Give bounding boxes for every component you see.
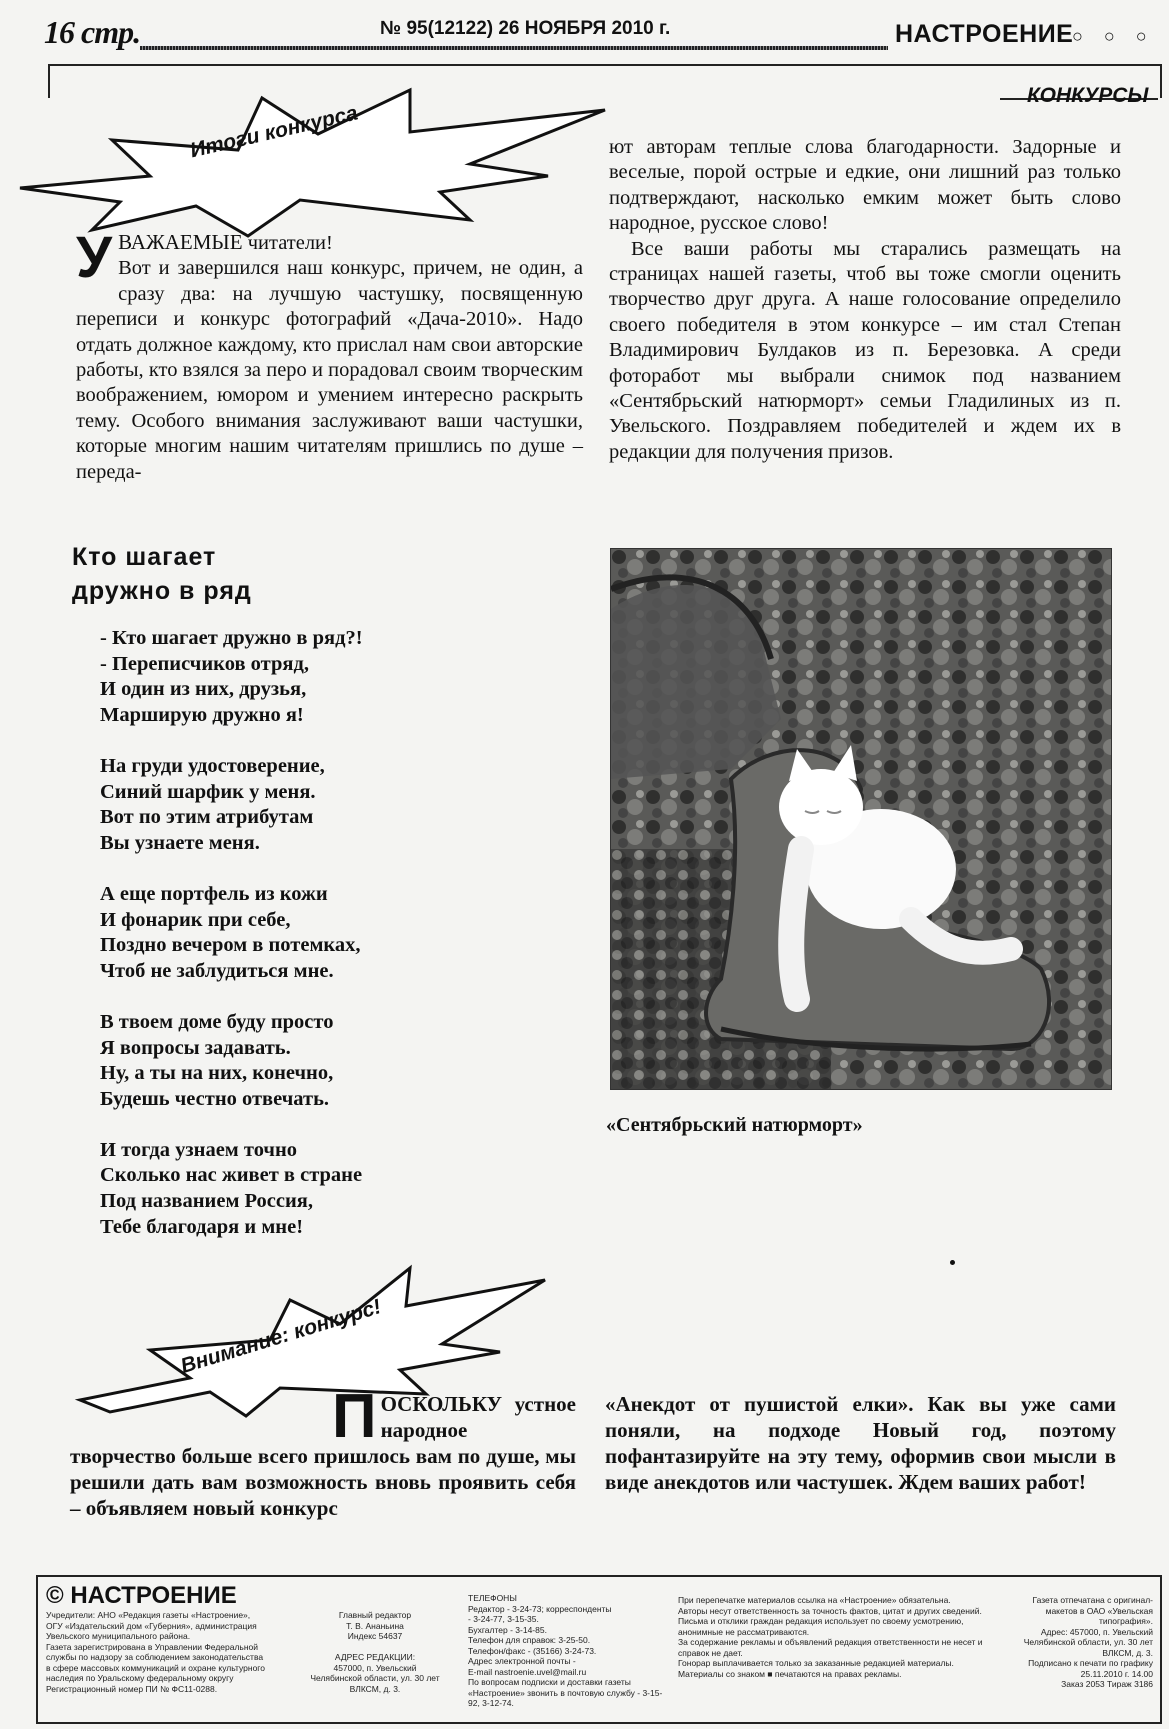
poem-line: Синий шарфик у меня. (100, 780, 316, 803)
photo-caption: «Сентябрьский натюрморт» (606, 1114, 863, 1136)
page-number: 16 стр. (44, 14, 141, 50)
imprint-editor: Главный редактор Т. В. Ананьина Индекс 54637 АДРЕС РЕДАКЦИИ: 457000, п. Увельский Челябинской области, ул. 30 лет ВЛКСМ, д. 3. (310, 1610, 440, 1694)
poem-line: Вот по этим атрибутам (100, 806, 314, 829)
poem-line: И тогда узнаем точно (100, 1138, 298, 1161)
poem-line: Под названием Россия, (100, 1190, 314, 1213)
poem-stanza (100, 754, 363, 856)
announcement-dropcap: П (332, 1382, 377, 1451)
article-opening: читатели! (242, 232, 333, 254)
poem-title (72, 540, 252, 608)
poem-line: И один из них, друзья, (100, 678, 307, 701)
poem-line: Марширую дружно я! (100, 703, 304, 726)
header-dots: ○ ○ ○ (1072, 26, 1155, 46)
poem-stanza (100, 1138, 363, 1240)
article-paragraph-1: Вот и завершился наш конкурс, причем, не один, а сразу два: на лучшую частушку, посвященную переписи и конкурс фотографий «Дача-2010». Надо отдать должное каждому, кто прислал нам свои авторские работы, кто взялся за перо и порадовал своим творческим воображением, юмором и умением интересно раскрыть тему. Особого внимания заслуживают ваши частушки, которые многим нашим читателям пришлись по душе – переда- (76, 257, 583, 483)
article-left-column (76, 225, 583, 485)
poem-line: Я вопросы задавать. (100, 1036, 291, 1059)
announcement-left (70, 1382, 576, 1521)
newspaper-brand: НАСТРОЕНИЕ (895, 20, 1074, 48)
poem-stanza (100, 626, 363, 728)
poem-line: Тебе благодаря и мне! (100, 1215, 304, 1238)
imprint-logo: © НАСТРОЕНИЕ (46, 1582, 237, 1609)
imprint-rules: При перепечатке материалов ссылка на «Настроение» обязательна. Авторы несут ответственность за точность фактов, цитат и других сведений. Письма и отклики граждан редакция использует по своему усмотрению, анонимные не рассматриваются. За содержание рекламы и объявлений редакция ответственности не несет и справок не дает. Гонорар выплачивается только за заказанные редакцией материалы. Материалы со знаком ■ печатаются на правах рекламы. (678, 1595, 983, 1679)
results-banner: Итоги конкурса (188, 101, 360, 163)
poem-line: Вы узнаете меня. (100, 831, 260, 854)
section-title: КОНКУРСЫ (1027, 84, 1149, 107)
imprint-phones: ТЕЛЕФОНЫ Редактор - 3-24-73; корреспонденты - 3-24-77, 3-15-35. Бухгалтер - 3-14-85. Телефон для справок: 3-25-50. Телефон/факс - (35166) 3-24-73. Адрес электронной почты - E-mail nastroenie.uvel@mail.ru По вопросам подписки и доставки газеты «Настроение» звонить в почтовую службу - 3-15-92, 3-12-74. (468, 1593, 663, 1708)
announcement-left-text: ОСКОЛЬКУ устное народное творчество больше всего пришлось вам по душе, мы решили дать вам возможность вновь проявить себя – объявляем новый конкурс (70, 1392, 576, 1520)
article-opening-caps: ВАЖАЕМЫЕ (118, 230, 243, 254)
header-rule (140, 46, 888, 50)
poem-stanza (100, 882, 363, 984)
poem-body (100, 626, 363, 1266)
poem-line: На груди удостоверение, (100, 754, 325, 777)
poem-title-line-1: Кто шагает (72, 543, 217, 571)
article-right-column (609, 135, 1121, 465)
issue-date: № 95(12122) 26 НОЯБРЯ 2010 г. (380, 18, 671, 39)
poem-line: Поздно вечером в потемках, (100, 934, 361, 957)
poem-line: Будешь честно отвечать. (100, 1087, 330, 1110)
poem-line: В твоем доме буду просто (100, 1010, 334, 1033)
poem-line: - Кто шагает дружно в ряд?! (100, 627, 363, 649)
attention-banner: Внимание: конкурс! (178, 1295, 384, 1378)
poem-title-line-2: дружно в ряд (72, 577, 252, 605)
ink-dot (950, 1260, 955, 1265)
poem-line: Ну, а ты на них, конечно, (100, 1062, 334, 1085)
poem-line: Чтоб не заблудиться мне. (100, 959, 334, 982)
imprint-print: Газета отпечатана с оригинал-макетов в ОАО «Увельская типография». Адрес: 457000, п. Увельский Челябинской области, ул. 30 лет ВЛКСМ, д. 3. Подписано к печати по графику 25.11.2010 г. 14.00 Заказ 2053 Тираж 3186 (1023, 1595, 1153, 1689)
imprint-founders: Учредители: АНО «Редакция газеты «Настроение», ОГУ «Издательский дом «Губерния», администрация Увельского муниципального района. Газета зарегистрирована в Управлении Федеральной службы по надзору за соблюдением законодательства в сфере массовых коммуникаций и охране культурного наследия по Уральскому федеральному округу Регистрационный номер ПИ № ФС11-0288. (46, 1610, 265, 1694)
announcement-right: «Анекдот от пушистой елки». Как вы уже сами поняли, на подходе Новый год, поэтому пофантазируйте на эту тему, оформив свои мысли в виде анекдотов или частушек. Ждем ваших работ! (605, 1392, 1116, 1494)
poem-stanza (100, 1010, 363, 1112)
cat-photo-image (611, 549, 1111, 1089)
poem-line: И фонарик при себе, (100, 908, 291, 931)
article-paragraph-1-continued: ют авторам теплые слова благодарности. Задорные и веселые, порой острые и едкие, они лишний раз только подтверждают, насколько емким может быть слово народное, русское слово! (609, 136, 1121, 235)
poem-line: Сколько нас живет в стране (100, 1164, 363, 1187)
poem-line: - Переписчиков отряд, (100, 652, 309, 675)
poem-line: А еще портфель из кожи (100, 882, 328, 905)
cat-photo (610, 548, 1112, 1090)
article-paragraph-2: Все ваши работы мы старались размещать на страницах нашей газеты, чтоб вы тоже смогли оценить творчество друг друга. А наше голосование определило своего победителя в этом конкурсе – им стал Степан Владимирович Булдаков из п. Березовка. А среди фоторабот мы выбрали снимок под названием «Сентябрьский натюрморт» семьи Гладилиных из п. Увельского. Поздравляем победителей и ждем их в редакции для получения призов. (609, 237, 1121, 463)
article-dropcap: У (76, 225, 113, 290)
results-burst-icon (0, 80, 620, 240)
